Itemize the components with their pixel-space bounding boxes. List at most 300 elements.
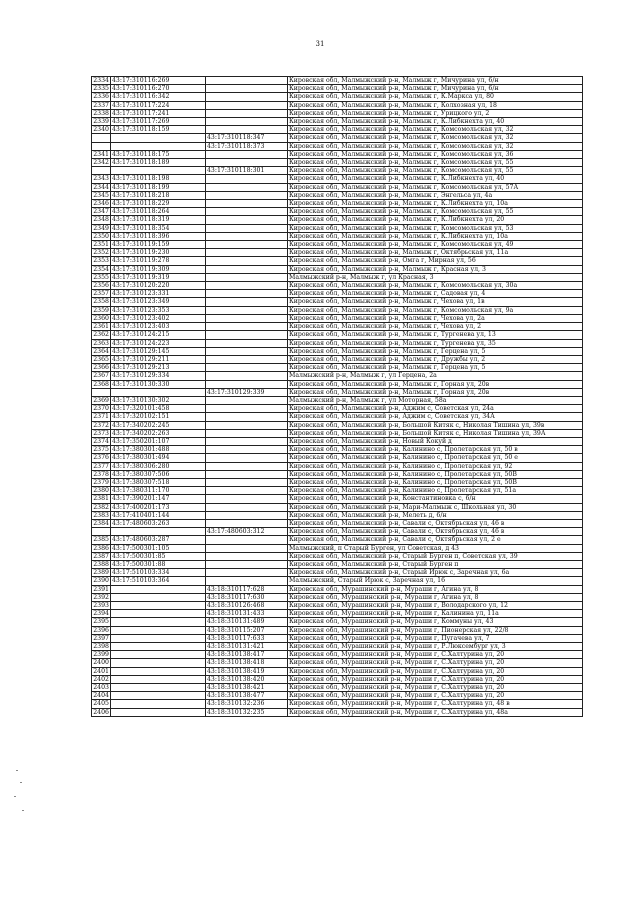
linked-cadastral-number-cell: [206, 347, 288, 355]
row-number-cell: 2397: [93, 634, 109, 642]
linked-cadastral-number-cell: [206, 200, 288, 208]
table-row: [92, 347, 583, 355]
cadastral-number-cell: 43:17:310119:309: [111, 265, 206, 273]
linked-cadastral-number-cell: [206, 511, 288, 519]
table-row: [92, 634, 583, 642]
linked-cadastral-number-cell: [206, 290, 288, 298]
cadastral-number-cell: 43:17:320102:151: [111, 413, 206, 421]
linked-cadastral-number-cell: [206, 109, 288, 117]
address-cell: Кировская обл, Мурашинский р-н, Мураши г, Агина ул, 8: [288, 593, 583, 601]
linked-cadastral-number-cell: 43:18:310117:630: [206, 593, 288, 601]
table-row: [92, 618, 583, 626]
cadastral-number-cell: 43:17:340202:245: [111, 421, 206, 429]
table-row: [92, 118, 583, 126]
table-row: [92, 454, 583, 462]
address-cell: Кировская обл, Малмыжский р-н, Малмыж г, Комсомольская ул, 30а: [288, 282, 583, 290]
table-row: [92, 577, 583, 585]
linked-cadastral-number-cell: 43:18:310138:419: [206, 667, 288, 675]
table-row: [92, 626, 583, 634]
row-number-cell: 2368: [93, 380, 109, 388]
linked-cadastral-number-cell: [206, 159, 288, 167]
row-number-cell: [92, 167, 111, 175]
cadastral-number-cell: 43:17:310118:229: [111, 200, 206, 208]
linked-cadastral-number-cell: [206, 175, 288, 183]
table-row: [92, 487, 583, 495]
linked-cadastral-number-cell: [206, 478, 288, 486]
table-row: [92, 405, 583, 413]
table-row: [92, 224, 583, 232]
linked-cadastral-number-cell: 43:17:310118:373: [206, 142, 288, 150]
row-number-cell: 2339: [93, 118, 109, 126]
cadastral-number-cell: 43:17:310118:189: [111, 159, 206, 167]
address-cell: Кировская обл, Малмыжский р-н, Малмыж г, Садовая ул, 4: [288, 290, 583, 298]
table-row: [92, 380, 583, 388]
linked-cadastral-number-cell: [206, 118, 288, 126]
address-cell: Кировская обл, Малмыжский р-н, Малмыж г, Герцена ул, 5: [288, 364, 583, 372]
table-row: [92, 462, 583, 470]
address-cell: Кировская обл, Малмыжский р-н, Малмыж г, Комсомольская ул, 55: [288, 208, 583, 216]
row-number-cell: 2343: [93, 175, 109, 183]
table-row: [92, 675, 583, 683]
linked-cadastral-number-cell: [206, 355, 288, 363]
linked-cadastral-number-cell: [206, 495, 288, 503]
cadastral-number-cell: 43:17:310129:211: [111, 355, 206, 363]
cadastral-number-cell: [111, 643, 206, 651]
table-row: [92, 437, 583, 445]
cadastral-number-cell: [111, 626, 206, 634]
row-number-cell: 2399: [93, 651, 109, 659]
cadastral-number-cell: 43:17:310123:353: [111, 306, 206, 314]
cadastral-number-cell: 43:17:320101:458: [111, 405, 206, 413]
address-cell: Кировская обл, Малмыжский р-н, Малмыж г, Комсомольская ул, 32: [288, 134, 583, 142]
linked-cadastral-number-cell: [206, 323, 288, 331]
table-row: [92, 241, 583, 249]
address-cell: Кировская обл, Мурашинский р-н, Мураши г, С.Халтурина ул, 20: [288, 692, 583, 700]
address-cell: Кировская обл, Малмыжский р-н, Малмыж г, Красная ул, 3: [288, 265, 583, 273]
linked-cadastral-number-cell: [206, 183, 288, 191]
linked-cadastral-number-cell: [206, 265, 288, 273]
row-number-cell: 2401: [93, 667, 109, 675]
cadastral-number-cell: 43:17:310124:215: [111, 331, 206, 339]
table-row: [92, 298, 583, 306]
linked-cadastral-number-cell: 43:18:310138:417: [206, 651, 288, 659]
table-row: [92, 314, 583, 322]
cadastral-number-cell: 43:17:310118:319: [111, 216, 206, 224]
cadastral-number-cell: 43:17:340202:263: [111, 429, 206, 437]
cadastral-number-cell: 43:17:310129:145: [111, 347, 206, 355]
linked-cadastral-number-cell: 43:18:310132:236: [206, 700, 288, 708]
table-row: [92, 495, 583, 503]
cadastral-number-cell: [111, 388, 206, 396]
address-cell: Кировская обл, Малмыжский р-н, Савали с, Октябрьская ул, 46 в: [288, 519, 583, 527]
table-row: [92, 503, 583, 511]
cadastral-number-cell: 43:17:310119:278: [111, 257, 206, 265]
cadastral-number-cell: [111, 134, 206, 142]
linked-cadastral-number-cell: [206, 462, 288, 470]
row-number-cell: 2383: [93, 511, 109, 519]
address-cell: Малмыжский р-н, Малмыж г, ул Красная, 3: [288, 273, 583, 281]
row-number-cell: 2381: [93, 495, 109, 503]
linked-cadastral-number-cell: [206, 208, 288, 216]
cadastral-number-cell: 43:17:380301:488: [111, 446, 206, 454]
address-cell: Кировская обл, Малмыжский р-н, Малмыж г, Комсомольская ул, 55: [288, 159, 583, 167]
address-cell: Кировская обл, Малмыжский р-н, Малмыж г, Энгельса ул, 4а: [288, 191, 583, 199]
table-row: [92, 470, 583, 478]
table-row: [92, 569, 583, 577]
cadastral-number-cell: 43:17:510103:334: [111, 569, 206, 577]
linked-cadastral-number-cell: 43:18:310138:418: [206, 659, 288, 667]
table-body: [92, 77, 583, 717]
row-number-cell: 2336: [93, 93, 109, 101]
address-cell: Кировская обл, Малмыжский р-н, Малмыж г, Комсомольская ул, 49: [288, 241, 583, 249]
table-row: [92, 150, 583, 158]
table-row: [92, 183, 583, 191]
cadastral-number-cell: 43:17:310118:354: [111, 224, 206, 232]
cadastral-number-cell: [111, 610, 206, 618]
table-row: [92, 93, 583, 101]
row-number-cell: 2344: [93, 183, 109, 191]
linked-cadastral-number-cell: [206, 536, 288, 544]
cadastral-number-cell: 43:17:310123:402: [111, 314, 206, 322]
row-number-cell: 2374: [93, 437, 109, 445]
address-cell: Кировская обл, Малмыжский р-н, Малмыж г, К.Либкнехта ул, 20: [288, 216, 583, 224]
table-row: [92, 175, 583, 183]
row-number-cell: 2337: [93, 101, 109, 109]
row-number-cell: 2363: [93, 339, 109, 347]
linked-cadastral-number-cell: [206, 339, 288, 347]
table-row: [92, 339, 583, 347]
address-cell: Кировская обл, Мурашинский р-н, Мураши г, Пионерская ул, 22/8: [288, 626, 583, 634]
address-cell: Кировская обл, Малмыжский р-н, Малмыж г, К.Либкнехта ул, 40: [288, 118, 583, 126]
address-cell: Кировская обл, Малмыжский р-н, Константиновка с, 6/н: [288, 495, 583, 503]
cadastral-number-cell: 43:17:500301:88: [111, 560, 206, 568]
row-number-cell: 2380: [93, 487, 109, 495]
linked-cadastral-number-cell: [206, 560, 288, 568]
linked-cadastral-number-cell: [206, 446, 288, 454]
address-cell: Кировская обл, Малмыжский р-н, Калинино с, Пролетарская ул, 51а: [288, 487, 583, 495]
cadastral-number-cell: 43:17:380301:494: [111, 454, 206, 462]
linked-cadastral-number-cell: 43:18:310138:477: [206, 692, 288, 700]
linked-cadastral-number-cell: [206, 224, 288, 232]
row-number-cell: 2348: [93, 216, 109, 224]
cadastral-number-cell: 43:17:510103:364: [111, 577, 206, 585]
cadastral-number-cell: 43:17:310118:199: [111, 183, 206, 191]
table-row: [92, 544, 583, 552]
row-number-cell: 2360: [93, 314, 109, 322]
row-number-cell: [92, 528, 111, 536]
address-cell: Кировская обл, Малмыжский р-н, Малмыж г, Октябрьская ул, 11а: [288, 249, 583, 257]
row-number-cell: 2403: [93, 684, 109, 692]
linked-cadastral-number-cell: 43:18:310126:468: [206, 602, 288, 610]
cadastral-number-cell: 43:17:500301:105: [111, 544, 206, 552]
linked-cadastral-number-cell: [206, 101, 288, 109]
linked-cadastral-number-cell: 43:18:310138:421: [206, 684, 288, 692]
address-cell: Кировская обл, Малмыжский р-н, Малмыж г, Горная ул, 20в: [288, 380, 583, 388]
row-number-cell: 2370: [93, 405, 109, 413]
cadastral-number-cell: 43:17:310123:349: [111, 298, 206, 306]
row-number-cell: 2398: [93, 643, 109, 651]
cadastral-register-table: [91, 76, 583, 717]
table-row: [92, 536, 583, 544]
table-row: [92, 560, 583, 568]
table-row: [92, 421, 583, 429]
row-number-cell: 2385: [93, 536, 109, 544]
linked-cadastral-number-cell: 43:18:310132:235: [206, 708, 288, 716]
linked-cadastral-number-cell: [206, 191, 288, 199]
cadastral-number-cell: 43:17:310123:403: [111, 323, 206, 331]
table-row: [92, 191, 583, 199]
row-number-cell: 2379: [93, 478, 109, 486]
cadastral-number-cell: 43:17:380311:170: [111, 487, 206, 495]
table-row: [92, 667, 583, 675]
address-cell: Кировская обл, Малмыжский р-н, Малмыж г, Комсомольская ул, 32: [288, 126, 583, 134]
cadastral-number-cell: [111, 593, 206, 601]
table-row: [92, 249, 583, 257]
address-cell: Кировская обл, Малмыжский р-н, Малмыж г, Комсомольская ул, 55: [288, 167, 583, 175]
table-row: [92, 257, 583, 265]
table-row: [92, 692, 583, 700]
linked-cadastral-number-cell: [206, 470, 288, 478]
row-number-cell: [92, 134, 111, 142]
address-cell: Кировская обл, Малмыжский р-н, Малмыж г, К.Либкнехта ул, 10а: [288, 200, 583, 208]
linked-cadastral-number-cell: [206, 364, 288, 372]
table-row: [92, 167, 583, 175]
cadastral-number-cell: 43:17:310116:269: [111, 77, 206, 85]
linked-cadastral-number-cell: [206, 454, 288, 462]
address-cell: Кировская обл, Малмыжский р-н, Новый Кокуй д: [288, 437, 583, 445]
address-cell: Кировская обл, Малмыжский р-н, Малмыж г, Комсомольская ул, 53: [288, 224, 583, 232]
cadastral-number-cell: 43:17:310130:302: [111, 396, 206, 404]
table-row: [92, 77, 583, 85]
table-row: [92, 232, 583, 240]
cadastral-number-cell: [111, 692, 206, 700]
linked-cadastral-number-cell: 43:17:310129:339: [206, 388, 288, 396]
address-cell: Кировская обл, Малмыжский р-н, Малмыж г, Чехова ул, 2: [288, 323, 583, 331]
linked-cadastral-number-cell: [206, 150, 288, 158]
linked-cadastral-number-cell: [206, 396, 288, 404]
linked-cadastral-number-cell: [206, 298, 288, 306]
table-row: [92, 331, 583, 339]
cadastral-number-cell: 43:17:310116:342: [111, 93, 206, 101]
address-cell: Кировская обл, Малмыжский р-н, Малмыж г, Мичурина ул, 6/н: [288, 77, 583, 85]
cadastral-number-cell: [111, 675, 206, 683]
cadastral-number-cell: [111, 700, 206, 708]
page-number: 31: [315, 40, 325, 48]
address-cell: Кировская обл, Малмыжский р-н, Малмыж г, Горная ул, 20в: [288, 388, 583, 396]
row-number-cell: 2405: [93, 700, 109, 708]
cadastral-number-cell: [111, 142, 206, 150]
row-number-cell: 2355: [93, 273, 109, 281]
table-row: [92, 446, 583, 454]
cadastral-number-cell: 43:17:310118:198: [111, 175, 206, 183]
row-number-cell: 2352: [93, 249, 109, 257]
address-cell: Кировская обл, Малмыжский р-н, Малмыж г, Колхозная ул, 18: [288, 101, 583, 109]
linked-cadastral-number-cell: [206, 241, 288, 249]
address-cell: Кировская обл, Малмыжский р-н, Старый Ирюк с, Заречная ул, 6а: [288, 569, 583, 577]
row-number-cell: 2394: [93, 610, 109, 618]
table-row: [92, 602, 583, 610]
address-cell: Кировская обл, Мурашинский р-н, Мураши г, С.Халтурина ул, 20: [288, 684, 583, 692]
row-number-cell: 2393: [93, 602, 109, 609]
cadastral-number-cell: [111, 651, 206, 659]
linked-cadastral-number-cell: [206, 85, 288, 93]
address-cell: Кировская обл, Малмыжский р-н, Малмыж г, Тургенева ул, 13: [288, 331, 583, 339]
linked-cadastral-number-cell: [206, 577, 288, 585]
table-row: [92, 552, 583, 560]
row-number-cell: 2387: [93, 552, 109, 560]
table-row: [92, 290, 583, 298]
row-number-cell: 2384: [93, 519, 109, 527]
row-number-cell: 2369: [93, 396, 109, 404]
row-number-cell: 2334: [93, 77, 109, 84]
row-number-cell: 2346: [93, 200, 109, 208]
linked-cadastral-number-cell: 43:18:310131:421: [206, 643, 288, 651]
table-row: [92, 610, 583, 618]
table-row: [92, 216, 583, 224]
address-cell: Кировская обл, Малмыжский р-н, Омга г, Мирная ул, 56: [288, 257, 583, 265]
row-number-cell: 2353: [93, 257, 109, 265]
row-number-cell: 2371: [93, 413, 109, 421]
table-row: [92, 159, 583, 167]
linked-cadastral-number-cell: [206, 429, 288, 437]
row-number-cell: 2402: [93, 675, 109, 683]
row-number-cell: 2366: [93, 364, 109, 372]
row-number-cell: 2400: [93, 659, 109, 667]
address-cell: Кировская обл, Малмыжский р-н, Малмыж г, Чехова ул, 1в: [288, 298, 583, 306]
table-row: [92, 511, 583, 519]
cadastral-number-cell: [111, 602, 206, 610]
table-row: [92, 684, 583, 692]
linked-cadastral-number-cell: [206, 257, 288, 265]
row-number-cell: 2347: [93, 208, 109, 216]
address-cell: Малмыжский, п Старый Бурген, ул Советская, д 43: [288, 544, 583, 552]
row-number-cell: 2358: [93, 298, 109, 306]
row-number-cell: 2386: [93, 544, 109, 552]
table-row: [92, 109, 583, 117]
table-row: [92, 708, 583, 716]
cadastral-number-cell: 43:17:310118:264: [111, 208, 206, 216]
table-row: [92, 134, 583, 142]
table-row: [92, 388, 583, 396]
table-row: [92, 200, 583, 208]
row-number-cell: [92, 388, 111, 396]
row-number-cell: 2341: [93, 150, 109, 158]
cadastral-number-cell: 43:17:310119:230: [111, 249, 206, 257]
row-number-cell: 2350: [93, 232, 109, 240]
row-number-cell: 2377: [93, 462, 109, 470]
linked-cadastral-number-cell: [206, 77, 288, 85]
table-row: [92, 282, 583, 290]
linked-cadastral-number-cell: 43:17:310118:347: [206, 134, 288, 142]
table-row: [92, 643, 583, 651]
address-cell: Кировская обл, Мурашинский р-н, Мураши г, С.Халтурина ул, 20: [288, 659, 583, 667]
linked-cadastral-number-cell: [206, 126, 288, 134]
row-number-cell: 2357: [93, 290, 109, 298]
cadastral-number-cell: 43:17:310129:213: [111, 364, 206, 372]
table-row: [92, 142, 583, 150]
linked-cadastral-number-cell: [206, 331, 288, 339]
row-number-cell: 2404: [93, 692, 109, 700]
cadastral-number-cell: [111, 585, 206, 593]
cadastral-number-cell: 43:17:390201:147: [111, 495, 206, 503]
row-number-cell: 2345: [93, 191, 109, 199]
row-number-cell: 2396: [93, 626, 109, 634]
cadastral-number-cell: 43:17:500301:85: [111, 552, 206, 560]
row-number-cell: 2351: [93, 241, 109, 249]
cadastral-number-cell: [111, 167, 206, 175]
linked-cadastral-number-cell: [206, 314, 288, 322]
table-row: [92, 478, 583, 486]
linked-cadastral-number-cell: [206, 282, 288, 290]
cadastral-number-cell: [111, 634, 206, 642]
cadastral-number-cell: 43:17:310118:159: [111, 126, 206, 134]
address-cell: Кировская обл, Малмыжский р-н, Большой Китяк с, Николая Тишина ул, 39в: [288, 421, 583, 429]
row-number-cell: [92, 142, 111, 150]
cadastral-number-cell: [111, 659, 206, 667]
row-number-cell: 2389: [93, 569, 109, 577]
address-cell: Кировская обл, Малмыжский р-н, Малмыж г, Комсомольская ул, 36: [288, 150, 583, 158]
cadastral-number-cell: 43:17:410401:144: [111, 511, 206, 519]
linked-cadastral-number-cell: 43:18:310115:207: [206, 626, 288, 634]
table-row: [92, 355, 583, 363]
address-cell: Кировская обл, Мурашинский р-н, Мураши г, Коммуны ул, 43: [288, 618, 583, 626]
address-cell: Кировская обл, Малмыжский р-н, Мелеть д, 6/н: [288, 511, 583, 519]
table-row: [92, 659, 583, 667]
row-number-cell: 2373: [93, 429, 109, 437]
linked-cadastral-number-cell: [206, 232, 288, 240]
row-number-cell: 2362: [93, 331, 109, 339]
cadastral-number-cell: 43:17:310120:220: [111, 282, 206, 290]
table-row: [92, 585, 583, 593]
address-cell: Кировская обл, Малмыжский р-н, Савали с, Октябрьская ул, 46 в: [288, 528, 583, 536]
address-cell: Кировская обл, Малмыжский р-н, Малмыж г, Тургенева ул, 35: [288, 339, 583, 347]
address-cell: Кировская обл, Малмыжский р-н, Малмыж г, Дружбы ул, 2: [288, 355, 583, 363]
address-cell: Кировская обл, Малмыжский р-н, Малмыж г, Комсомольская ул, 9а: [288, 306, 583, 314]
cadastral-number-cell: [111, 528, 206, 536]
address-cell: Кировская обл, Мурашинский р-н, Мураши г, Р.Люксембург ул, 3: [288, 643, 583, 651]
address-cell: Малмыжский р-н, Малмыж г, ул Герцена, 2а: [288, 372, 583, 380]
address-cell: Кировская обл, Мурашинский р-н, Мураши г, Володарского ул, 12: [288, 602, 583, 610]
table-row: [92, 323, 583, 331]
linked-cadastral-number-cell: [206, 519, 288, 527]
address-cell: Малмыжский р-н, Малмыж г, ул Моторная, 58а: [288, 396, 583, 404]
row-number-cell: 2395: [93, 618, 109, 626]
table-row: [92, 126, 583, 134]
table-row: [92, 372, 583, 380]
address-cell: Кировская обл, Мурашинский р-н, Мураши г, С.Халтурина ул, 20: [288, 675, 583, 683]
row-number-cell: 2340: [93, 126, 109, 134]
linked-cadastral-number-cell: 43:17:480603:312: [206, 528, 288, 536]
table-row: [92, 396, 583, 404]
linked-cadastral-number-cell: 43:18:310131:489: [206, 618, 288, 626]
row-number-cell: 2365: [93, 355, 109, 363]
cadastral-number-cell: 43:17:310124:223: [111, 339, 206, 347]
table-row: [92, 85, 583, 93]
linked-cadastral-number-cell: [206, 380, 288, 388]
linked-cadastral-number-cell: [206, 249, 288, 257]
address-cell: Кировская обл, Мурашинский р-н, Мураши г, С.Халтурина ул, 48 в: [288, 700, 583, 708]
cadastral-number-cell: 43:17:310130:330: [111, 380, 206, 388]
row-number-cell: 2361: [93, 323, 109, 331]
linked-cadastral-number-cell: [206, 372, 288, 380]
table-row: [92, 265, 583, 273]
cadastral-number-cell: 43:17:310118:175: [111, 150, 206, 158]
linked-cadastral-number-cell: [206, 569, 288, 577]
address-cell: Кировская обл, Малмыжский р-н, Малмыж г, К.Маркса ул, 80: [288, 93, 583, 101]
cadastral-number-cell: 43:17:380307:506: [111, 470, 206, 478]
address-cell: Кировская обл, Малмыжский р-н, Калинино с, Пролетарская ул, 50 е: [288, 454, 583, 462]
address-cell: Малмыжский, Старый Ирюк с, Заречная ул, 16: [288, 577, 583, 585]
